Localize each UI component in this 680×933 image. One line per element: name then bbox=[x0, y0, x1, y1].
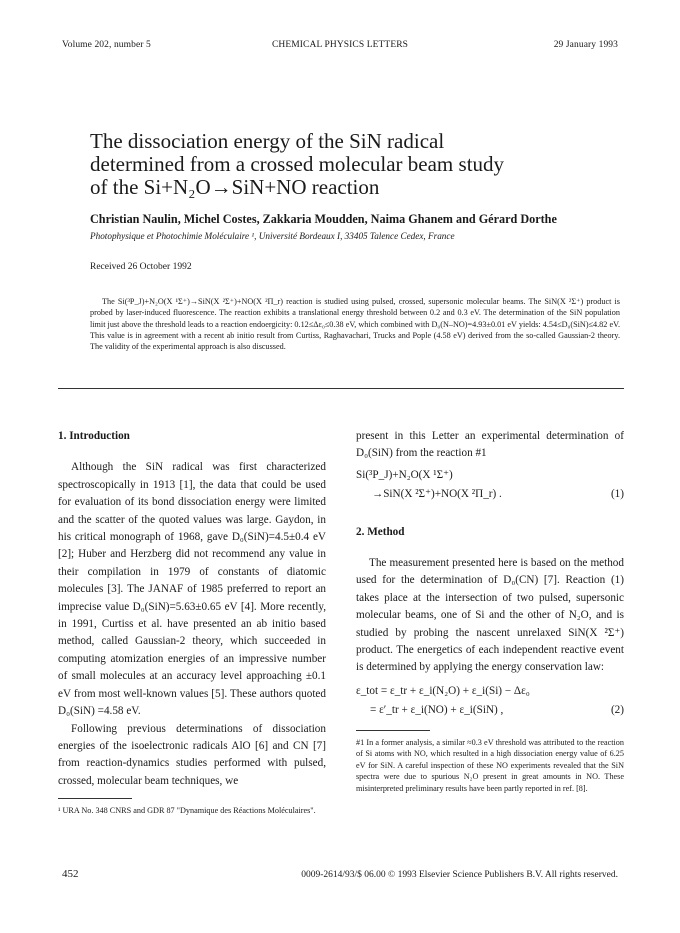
received-date: Received 26 October 1992 bbox=[90, 262, 192, 272]
intro-paragraph-1: Although the SiN radical was first characterized spectroscopically in 1913 [1], the data that could be used for evaluation of its bond dissociation energy were limited and the scatter of the quoted values was large. Gaydon, in his critical monograph of 1968, gave D₀(SiN)=4.5±0.4 eV [2]; Huber and Herzberg did not recommend any value in their compilation in 1979 of constants of diatomic molecules [3]. The JANAF of 1985 preferred to report an imprecise value D₀(SiN)=5.63±0.65 eV [4]. More recently, in 1991, Curtiss et al. have presented an ab initio based method, called Gaussian-2 theory, which succeeded in computing atomization energies of an impressive number of small molecules at an accuracy level approaching ±0.1 eV from most well-known values [5]. These authors quoted D₀(SiN) =4.58 eV. bbox=[58, 461, 326, 718]
copyright-line: 0009-2614/93/$ 06.00 © 1993 Elsevier Science Publishers B.V. All rights reserved. bbox=[301, 870, 618, 880]
equation-2-text: = ε′_tr + ε_i(NO) + ε_i(SiN) , bbox=[370, 704, 504, 717]
equation-2-number: (2) bbox=[610, 704, 624, 717]
title-line-2: determined from a crossed molecular beam study bbox=[90, 152, 505, 176]
footnote-divider-right bbox=[356, 730, 430, 731]
section-heading-introduction: 1. Introduction bbox=[58, 430, 130, 442]
header-date: 29 January 1993 bbox=[553, 40, 618, 50]
equation-1-line-2 bbox=[356, 486, 624, 503]
equation-2-line-1: ε_tot = ε_tr + ε_i(N₂O) + ε_i(Si) − Δε₀ bbox=[356, 684, 530, 697]
footnote-1: ¹ URA No. 348 CNRS and GDR 87 "Dynamique des Réactions Moléculaires". bbox=[58, 806, 316, 816]
footnote-divider bbox=[58, 798, 132, 799]
abstract bbox=[90, 296, 620, 352]
title-line-1: The dissociation energy of the SiN radical bbox=[90, 129, 445, 153]
equation-1-text: →SiN(X ²Σ⁺)+NO(X ²Π_r) . bbox=[372, 488, 502, 501]
header-volume: Volume 202, number 5 bbox=[62, 40, 151, 50]
authors: Christian Naulin, Michel Costes, Zakkaria Moudden, Naima Ghanem and Gérard Dorthe bbox=[90, 212, 557, 226]
title-line-3: of the Si+N₂O→SiN+NO reaction bbox=[90, 175, 380, 199]
footnote-hash-1: #1 In a former analysis, a similar ≈0.3 eV threshold was attributed to the reaction of Si atoms with NO, which resulted in a high dissociation energy value of 6.25 eV for SiN. A careful inspection of these NO experiments revealed that the SiN spectra were due to spurious N₂O present in great amounts in NO. These misinterpreted preliminary results have been partly reported in ref. [8]. bbox=[356, 737, 624, 794]
right-column bbox=[356, 428, 624, 795]
section-divider bbox=[58, 388, 624, 389]
equation-2-line-2 bbox=[356, 702, 624, 719]
equation-1-number: (1) bbox=[610, 488, 624, 501]
article-title bbox=[90, 130, 610, 199]
section-heading-method: 2. Method bbox=[356, 525, 405, 538]
equation-1-line-1: Si(³P_J)+N₂O(X ¹Σ⁺) bbox=[356, 468, 453, 481]
abstract-text: The Si(³P_J)+N₂O(X ¹Σ⁺)→SiN(X ²Σ⁺)+NO(X ²Π_r) reaction is studied using pulsed, crossed, supersonic molecular beams. The SiN(X ²Σ⁺) product is probed by laser-induced fluorescence. The reaction exhibits a translational energy threshold between 0.2 and 0.3 eV. The determination of the SiN population limit just above the threshold leads to a reaction endoergicity: 0.12≤Δε₀≤0.38 eV, which combined with D₀(N–NO)=4.93±0.01 eV yields: 4.54≤D₀(SiN)≤4.82 eV. This value is in agreement with a recent ab initio result from Curtiss, Raghavachari, Trucks and Pople (4.58 eV) derived from the so-called Gaussian-2 theory. The validity of the experimental approach is also discussed. bbox=[90, 297, 620, 352]
method-paragraph: The measurement presented here is based on the method used for the determination of D₀(CN) [7]. Reaction (1) takes place at the intersection of two pulsed, supersonic molecular beams, one of Si and the other of N₂O, and is studied by probing the nascent unrelaxed SiN(X ²Σ⁺) product. The energetics of each independent reactive event is determined by applying the energy conservation law: bbox=[356, 557, 624, 674]
page-number: 452 bbox=[62, 868, 79, 880]
header-journal: CHEMICAL PHYSICS LETTERS bbox=[271, 40, 409, 50]
left-column bbox=[58, 428, 326, 817]
affiliation: Photophysique et Photochimie Moléculaire ¹, Université Bordeaux I, 33405 Talence Cedex, France bbox=[90, 231, 455, 241]
intro-paragraph-continued: present in this Letter an experimental determination of D₀(SiN) from the reaction #1 bbox=[356, 430, 624, 460]
intro-paragraph-2: Following previous determinations of dissociation energies of the isoelectronic radicals AlO [6] and CN [7] from reaction-dynamics studies performed with pulsed, crossed, molecular beam techniques, we bbox=[58, 722, 326, 787]
